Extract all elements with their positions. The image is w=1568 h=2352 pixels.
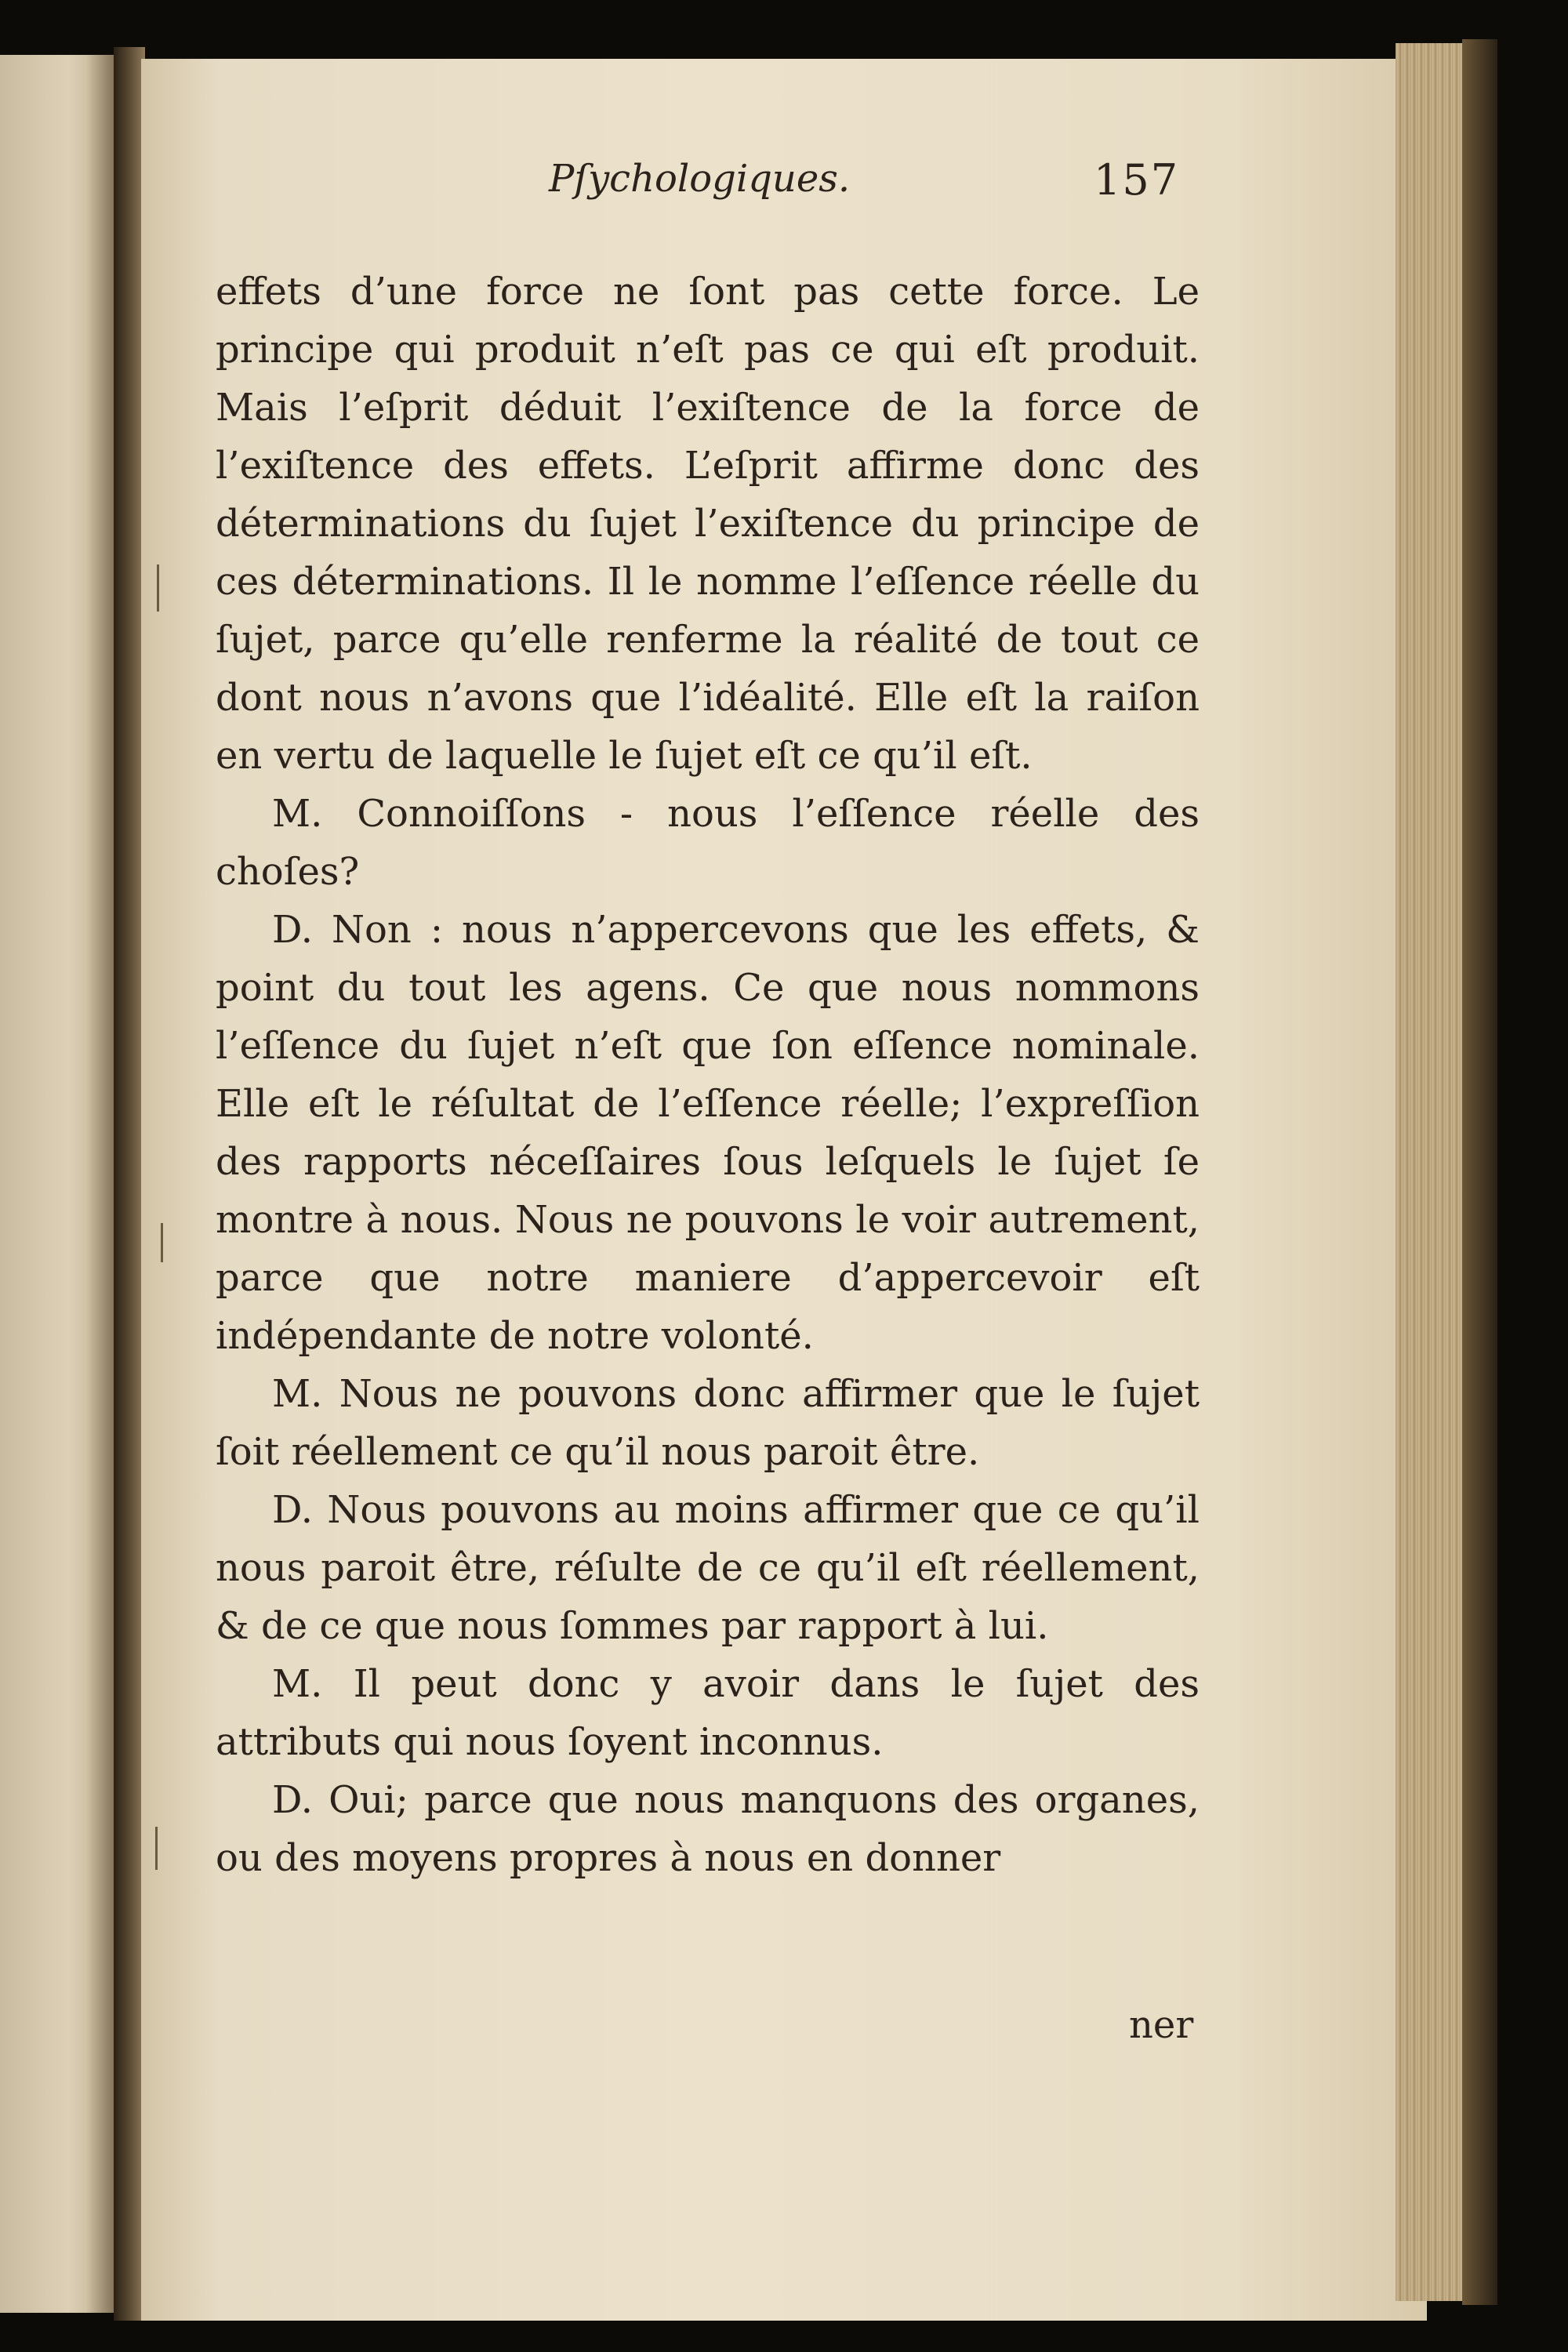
book-gutter [114, 47, 145, 2321]
margin-mark [157, 564, 159, 612]
paragraph: M. Nous ne pouvons donc affirmer que le ſujet ſoit réellement ce qu’il nous paroit être. [216, 1372, 1200, 1474]
margin-mark [161, 1223, 163, 1262]
running-head: Pſychologiques. [549, 157, 851, 201]
page-text [216, 263, 1200, 1887]
paragraph: M. Il peut donc y avoir dans le ſujet des attributs qui nous ſoyent inconnus. [216, 1662, 1200, 1764]
catchword: ner [1129, 2003, 1194, 2047]
paragraph: D. Non : nous n’appercevons que les effets, & point du tout les agens. Ce que nous nommons l’eſſence du ſujet n’eſt que ſon eſſence nominale. Elle eſt le réſultat de l’eſſence réelle; l’expreſſion des rapports néceſſaires ſous leſquels le ſujet ſe montre à nous. Nous ne pouvons le voir autrement, parce que notre maniere d’appercevoir eſt indépendante de notre volonté. [216, 908, 1200, 1358]
paragraph: D. Nous pouvons au moins affirmer que ce qu’il nous paroit être, réſulte de ce qu’il eſt réellement, & de ce que nous ſommes par rapport à lui. [216, 1488, 1200, 1648]
paragraph: D. Oui; parce que nous manquons des organes, ou des moyens propres à nous en donner [216, 1778, 1200, 1880]
paragraph: effets d’une force ne ſont pas cette force. Le principe qui produit n’eſt pas ce qui eſt produit. Mais l’eſprit déduit l’exiſtence de la force de l’exiſtence des effets. L’eſprit affirme donc des déterminations du ſujet l’exiſtence du principe de ces déterminations. Il le nomme l’eſſence réelle du ſujet, parce qu’elle renferme la réalité de tout ce dont nous n’avons que l’idéalité. Elle eſt la raiſon en vertu de laquelle le ſujet eſt ce qu’il eſt. [216, 270, 1200, 778]
book-cover-edge [1462, 39, 1497, 2305]
margin-mark [155, 1827, 158, 1870]
page-number: 157 [1094, 155, 1180, 205]
paragraph: M. Connoiſſons - nous l’eſſence réelle des choſes? [216, 792, 1200, 894]
page-stack-edges [1396, 43, 1466, 2301]
